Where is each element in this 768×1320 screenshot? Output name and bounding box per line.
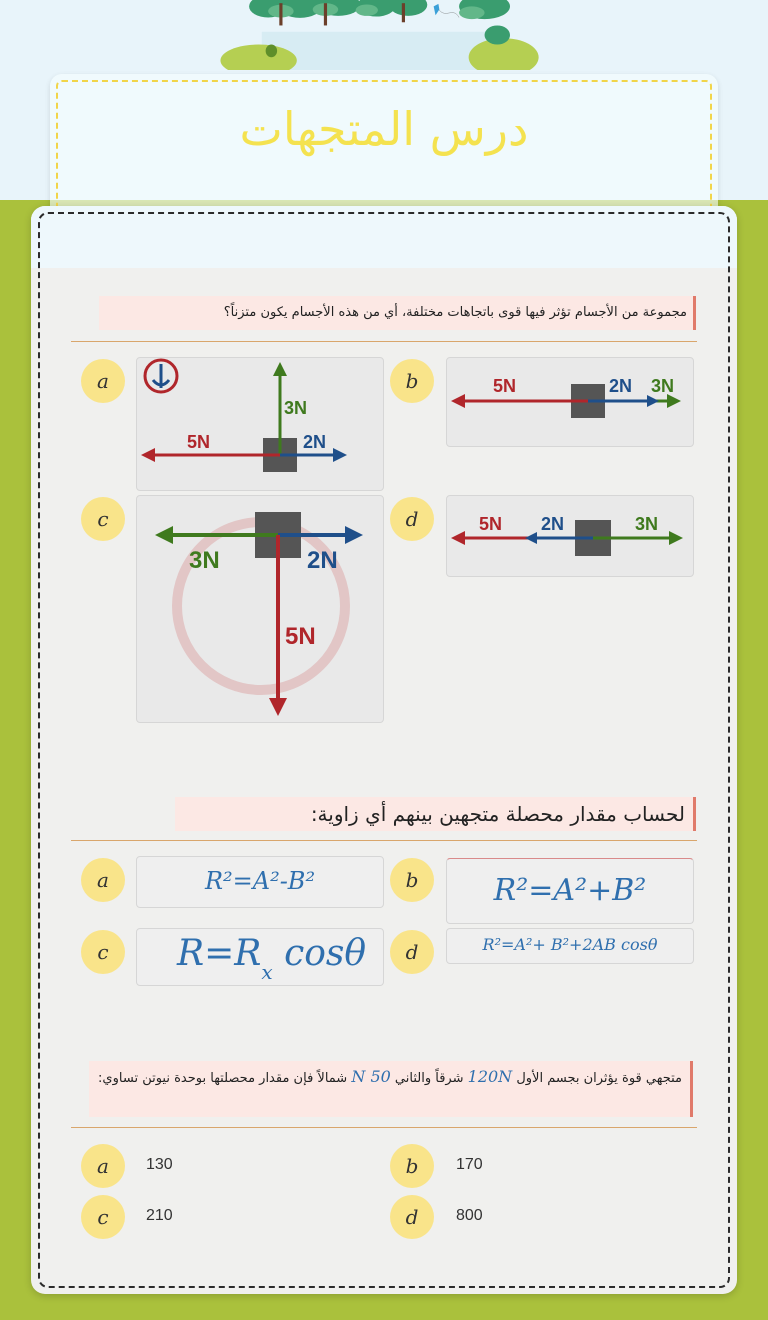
question-3-part-2: شرقاً والثاني [390,1071,464,1086]
question-3-divider [71,1127,697,1128]
formula-c [177,933,367,984]
question-2-divider [71,840,697,841]
tree-canopy [0,0,768,70]
force-label-b-1: 5N [493,376,517,396]
question-2-option-b-badge[interactable]: b [390,858,434,902]
force-label-d-3: 3N [635,514,659,534]
question-1-option-b-badge[interactable]: b [390,359,434,403]
question-3-part-1: متجهي قوة يؤثران بجسم الأول [512,1071,682,1086]
question-1-divider [71,341,697,342]
question-1-text [99,296,696,330]
question-3-value-2: 50 N [351,1067,391,1086]
question-1-option-a-image[interactable] [136,357,384,491]
question-2-label: لحساب مقدار محصلة متجهين بينهم أي زاوية: [310,802,685,826]
question-2-option-a-badge[interactable]: a [81,858,125,902]
formula-b: R²=A²+B² [493,873,647,908]
question-2-option-b-card[interactable] [446,858,694,924]
question-2-option-c-card[interactable] [136,928,384,986]
question-1-label: مجموعة من الأجسام تؤثر فيها قوى باتجاهات مختلفة، أي من هذه الأجسام يكون متزناً؟ [223,305,687,320]
question-1-option-b-image[interactable] [446,357,694,447]
question-3-value-1: 120N [467,1067,513,1086]
question-2-option-a-card[interactable] [136,856,384,908]
question-1-option-c-image[interactable] [136,495,384,723]
question-3-option-c-value[interactable]: 210 [146,1207,173,1224]
formula-c-main: R=R [177,933,262,974]
question-3-part-3: شمالاً فإن مقدار محصلتها بوحدة نيوتن تساوي: [98,1071,348,1086]
formula-d: R²=A²+ B²+2AB cosθ [482,935,658,954]
title-card [50,74,718,224]
question-1-option-d-badge[interactable]: d [390,497,434,541]
force-label-b-3: 3N [651,376,675,396]
question-2-text [175,797,696,831]
question-3-option-c-badge[interactable]: c [81,1195,125,1239]
page-title: درس المتجهات [239,102,529,156]
formula-c-tail: cosθ [272,933,367,974]
force-diagram-b [447,358,693,446]
force-diagram-c [137,496,383,722]
question-2-option-d-badge[interactable]: d [390,930,434,974]
force-label-c-3: 5N [285,623,316,650]
question-3-option-b-badge[interactable]: b [390,1144,434,1188]
force-label-a-2: 5N [187,432,211,452]
question-3-option-d-value[interactable]: 800 [456,1207,483,1224]
worksheet [31,206,737,1294]
force-label-a-3: 2N [303,432,327,452]
force-label-d-2: 2N [541,514,565,534]
force-label-b-2: 2N [609,376,633,396]
question-2-option-d-card[interactable] [446,928,694,964]
formula-a: R²=A²-B² [204,867,316,895]
formula-c-sub: x [261,960,273,984]
question-3-option-d-badge[interactable]: d [390,1195,434,1239]
question-1-option-d-image[interactable] [446,495,694,577]
force-diagram-a [137,358,383,490]
question-3-option-a-value[interactable]: 130 [146,1156,173,1173]
question-1-option-a-badge[interactable]: a [81,359,125,403]
force-label-a-1: 3N [284,398,308,418]
question-1-option-c-badge[interactable]: c [81,497,125,541]
force-label-c-1: 3N [189,547,220,574]
worksheet-header-strip [31,206,737,268]
question-2-option-c-badge[interactable]: c [81,930,125,974]
force-label-d-1: 5N [479,514,503,534]
question-3-text [89,1061,693,1117]
force-label-c-2: 2N [307,547,338,574]
force-diagram-d [447,496,693,576]
question-3-option-b-value[interactable]: 170 [456,1156,483,1173]
question-3-option-a-badge[interactable]: a [81,1144,125,1188]
